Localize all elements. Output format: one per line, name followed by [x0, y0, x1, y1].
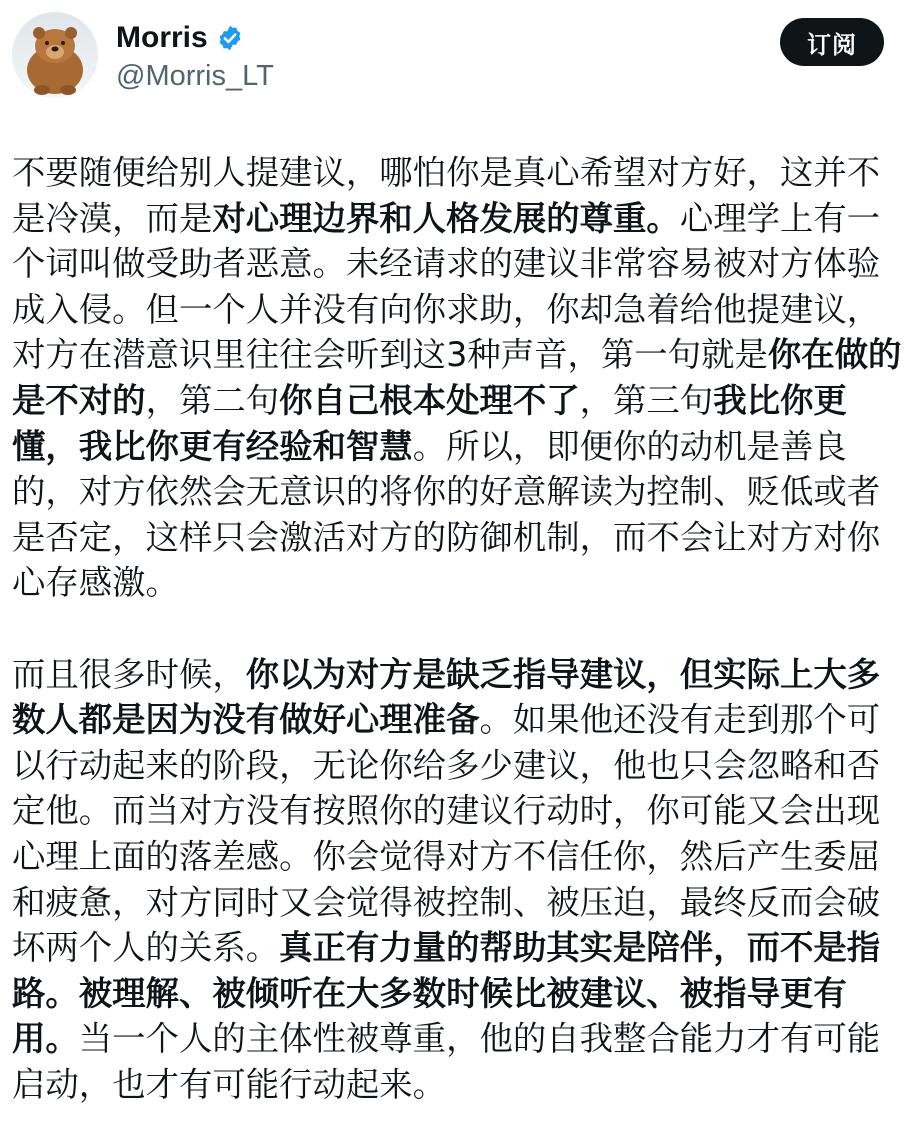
bold-text-segment: 真正有力量的帮助其实是陪伴，而不是指路。被理解、被倾听在大多数时候比被建议、被指导更有用。	[12, 928, 881, 1059]
post-paragraph	[12, 150, 902, 606]
text-segment: ，第二句	[145, 380, 280, 420]
author-display-name[interactable]: Morris	[116, 21, 208, 54]
text-segment: 而且很多时候，	[12, 654, 246, 694]
bear-avatar-icon	[12, 12, 98, 98]
bold-text-segment: 对心理边界和人格发展的尊重。	[212, 198, 680, 238]
avatar[interactable]	[12, 12, 98, 98]
bold-text-segment: 你自己根本处理不了	[279, 380, 580, 420]
text-segment: ，第三句	[579, 380, 714, 420]
text-segment: 心理学上有一个词叫做受助者恶意。未经请求的建议非常容易被对方体验成入侵。但一个人并没有向你求助，你却急着给他提建议，对方在潜意识里往往会听到这3种声音，第一句就是	[12, 198, 881, 375]
text-segment: 不要随便给别人提建议，哪怕你是真心希望对方好，这并不是冷漠，而是	[12, 153, 881, 238]
post-text	[12, 150, 902, 1107]
author-name-row	[116, 18, 244, 58]
subscribe-button[interactable]: 订阅	[780, 18, 884, 66]
text-segment: 。所以，即便你的动机是善良的，对方依然会无意识的将你的好意解读为控制、贬低或者是否定，这样只会激活对方的防御机制，而不会让对方对你心存感激。	[12, 426, 881, 603]
text-segment: 。如果他还没有走到那个可以行动起来的阶段，无论你给多少建议，他也只会忽略和否定他。而当对方没有按照你的建议行动时，你可能又会出现心理上面的落差感。你会觉得对方不信任你，然后产生委屈和疲惫，对方同时又会觉得被控制、被压迫，最终反而会破坏两个人的关系。	[12, 700, 881, 968]
author-handle[interactable]: @Morris_LT	[116, 60, 274, 92]
bold-text-segment: 我比你更懂，我比你更有经验和智慧	[12, 380, 847, 466]
text-segment: 当一个人的主体性被尊重，他的自我整合能力才有可能启动，也才有可能行动起来。	[12, 1019, 881, 1104]
verified-badge-icon	[216, 24, 244, 52]
post-header	[0, 0, 915, 110]
bold-text-segment: 你以为对方是缺乏指导建议，但实际上大多数人都是因为没有做好心理准备	[12, 654, 881, 740]
bold-text-segment: 你在做的是不对的	[12, 335, 902, 420]
post-paragraph	[12, 652, 902, 1108]
